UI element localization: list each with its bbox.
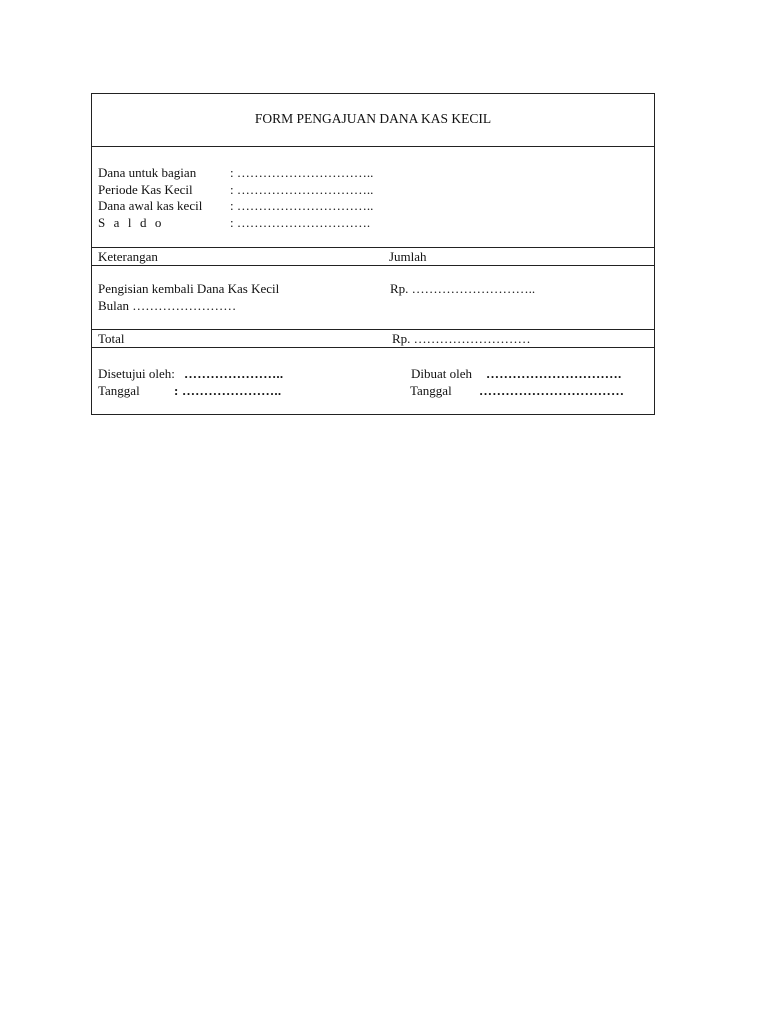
approved-date-label: Tanggal	[98, 383, 140, 398]
info-value-period: : …………………………..	[230, 182, 374, 197]
divider-title	[92, 146, 654, 147]
info-label-period: Periode Kas Kecil	[98, 182, 193, 197]
made-by-label: Dibuat oleh	[411, 366, 473, 381]
header-amount: Jumlah	[389, 249, 427, 264]
made-date-value: ……………………………	[479, 383, 625, 398]
info-value-initial-fund: : …………………………..	[230, 198, 374, 213]
info-value-department: : …………………………..	[230, 165, 374, 180]
item-description: Pengisian kembali Dana Kas Kecil	[98, 281, 280, 296]
header-description: Keterangan	[98, 249, 158, 264]
divider-header-bottom	[92, 265, 654, 266]
divider-total-bottom	[92, 347, 654, 348]
made-date-label: Tanggal	[410, 383, 452, 398]
divider-header-top	[92, 247, 654, 248]
info-value-balance: : ………………………….	[230, 215, 371, 230]
approved-by-label: Disetujui oleh:	[98, 366, 175, 381]
info-label-department: Dana untuk bagian	[98, 165, 197, 180]
info-label-balance: S a l d o	[98, 215, 165, 230]
form-title: FORM PENGAJUAN DANA KAS KECIL	[254, 111, 492, 126]
approved-by-value: …………………..	[184, 366, 284, 381]
total-amount: Rp. ………………………	[392, 331, 531, 346]
item-amount: Rp. ………………………..	[390, 281, 536, 296]
divider-total-top	[92, 329, 654, 330]
made-by-value: ………………………….	[486, 366, 622, 381]
approved-date-value: : …………………..	[174, 383, 282, 398]
info-label-initial-fund: Dana awal kas kecil	[98, 198, 203, 213]
total-label: Total	[98, 331, 125, 346]
item-month: Bulan ……………………	[98, 298, 237, 313]
petty-cash-request-form	[91, 93, 655, 415]
